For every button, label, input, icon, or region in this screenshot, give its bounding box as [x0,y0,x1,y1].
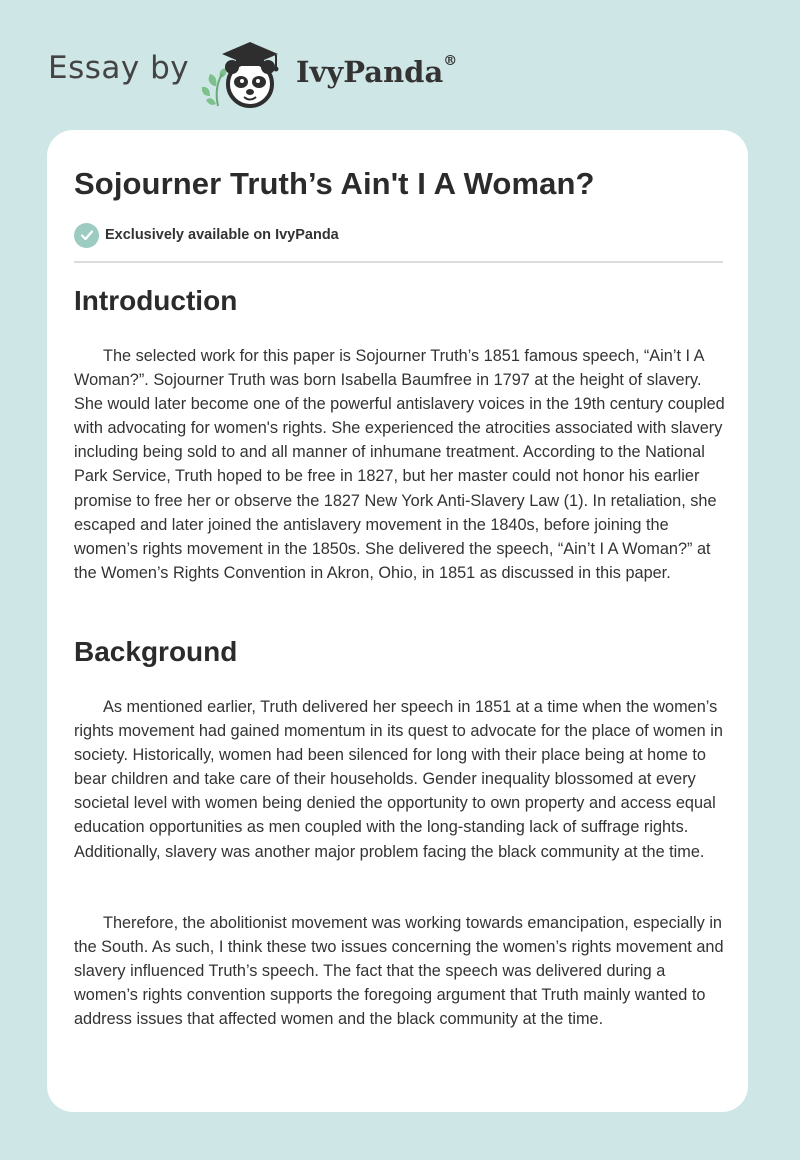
check-icon [74,223,99,248]
essay-card [47,130,748,1112]
site-header [0,0,800,130]
background-paragraph-1: As mentioned earlier, Truth delivered her speech in 1851 at a time when the women’s rights movement had gained momentum in its quest to advocate for the place of women in society. Historically, women had been silenced for long with their place being at home to bear children and take care of their households. Gender inequality blossomed at every societal level with women being denied the opportunity to own property and access equal education opportunities as men coupled with the long-standing lack of suffrage rights. Additionally, slavery was another major problem facing the black community at the time. [74,698,723,861]
brand-text: IvyPanda [296,55,444,89]
section-heading-introduction: Introduction [74,285,238,316]
brand-name[interactable] [296,55,457,89]
panda-graduate-logo-icon[interactable] [200,34,296,110]
title-divider [74,261,723,263]
essay-title: Sojourner Truth’s Ain't I A Woman? [74,166,595,201]
section-heading-background: Background [74,636,238,667]
essay-by-label: Essay by [48,50,190,86]
registered-mark: ® [443,53,458,69]
exclusive-label: Exclusively available on IvyPanda [105,227,339,243]
exclusive-badge [74,222,339,248]
introduction-paragraph: The selected work for this paper is Sojourner Truth’s 1851 famous speech, “Ain’t I A Woman?”. Sojourner Truth was born Isabella Baumfree in 1797 at the height of slavery. She would later become one of the powerful antislavery voices in the 19th century coupled with advocating for women's rights. She experienced the atrocities associated with slavery including being sold to and all manner of inhumane treatment. According to the National Park Service, Truth hoped to be free in 1827, but her master could not honor his earlier promise to free her or observe the 1827 New York Anti-Slavery Law (1). In retaliation, she escaped and later joined the antislavery movement in the 1840s, before joining the women’s rights movement in the 1850s. She delivered the speech, “Ain’t I A Woman?” at the Women’s Rights Convention in Akron, Ohio, in 1851 as discussed in this paper. [74,347,725,582]
background-paragraph-2: Therefore, the abolitionist movement was working towards emancipation, especially in the South. As such, I think these two issues concerning the women’s rights movement and slavery influenced Truth’s speech. The fact that the speech was delivered during a women’s rights convention supports the foregoing argument that Truth mainly wanted to address issues that affected women and the black community at the time. [74,914,724,1029]
